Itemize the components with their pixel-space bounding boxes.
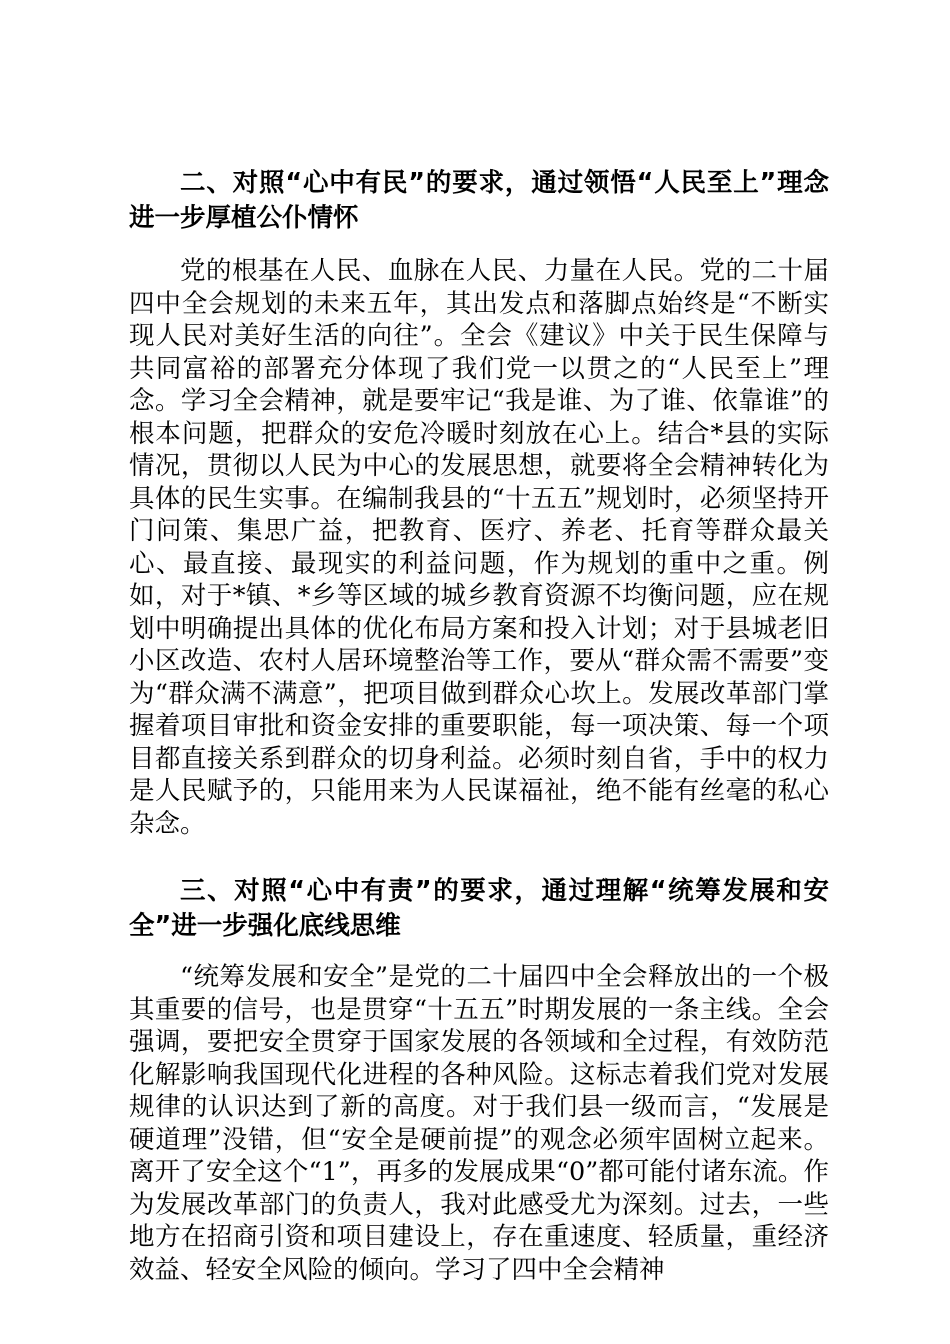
- section-paragraph-2: 党的根基在人民、血脉在人民、力量在人民。党的二十届四中全会规划的未来五年，其出发点和落脚点始终是“不断实现人民对美好生活的向往”。全会《建议》中关于民生保障与共同富裕的部署充分体现了我们党一以贯之的“人民至上”理念。学习全会精神，就是要牢记“我是谁、为了谁、依靠谁”的根本问题，把群众的安危冷暖时刻放在心上。结合*县的实际情况，贯彻以人民为中心的发展思想，就要将全会精神转化为具体的民生实事。在编制我县的“十五五”规划时，必须坚持开门问策、集思广益，把教育、医疗、养老、托育等群众最关心、最直接、最现实的利益问题，作为规划的重中之重。例如，对于*镇、*乡等区域的城乡教育资源不均衡问题，应在规划中明确提出具体的优化布局方案和投入计划；对于县城老旧小区改造、农村人居环境整治等工作，要从“群众需不需要”变为“群众满不满意”，把项目做到群众心坎上。发展改革部门掌握着项目审批和资金安排的重要职能，每一项决策、每一个项目都直接关系到群众的切身利益。必须时刻自省，手中的权力是人民赋予的，只能用来为人民谋福祉，绝不能有丝毫的私心杂念。: [129, 256, 829, 839]
- section-paragraph-3: “统筹发展和安全”是党的二十届四中全会释放出的一个极其重要的信号，也是贯穿“十五五”时期发展的一条主线。全会强调，要把安全贯穿于国家发展的各领域和全过程，有效防范化解影响我国现代化进程的各种风险。这标志着我们党对发展规律的认识达到了新的高度。对于我们县一级而言，“发展是硬道理”没错，但“安全是硬前提”的观念必须牢固树立起来。离开了安全这个“1”，再多的发展成果“0”都可能付诸东流。作为发展改革部门的负责人，我对此感受尤为深刻。过去，一些地方在招商引资和项目建设上，存在重速度、轻质量，重经济效益、轻安全风险的倾向。学习了四中全会精神: [129, 962, 829, 1285]
- document-content: [129, 166, 829, 1286]
- section-heading-3: 三、对照“心中有责”的要求，通过理解“统筹发展和安全”进一步强化底线思维: [129, 876, 829, 941]
- section-heading-2: 二、对照“心中有民”的要求，通过领悟“人民至上”理念进一步厚植公仆情怀: [129, 168, 829, 233]
